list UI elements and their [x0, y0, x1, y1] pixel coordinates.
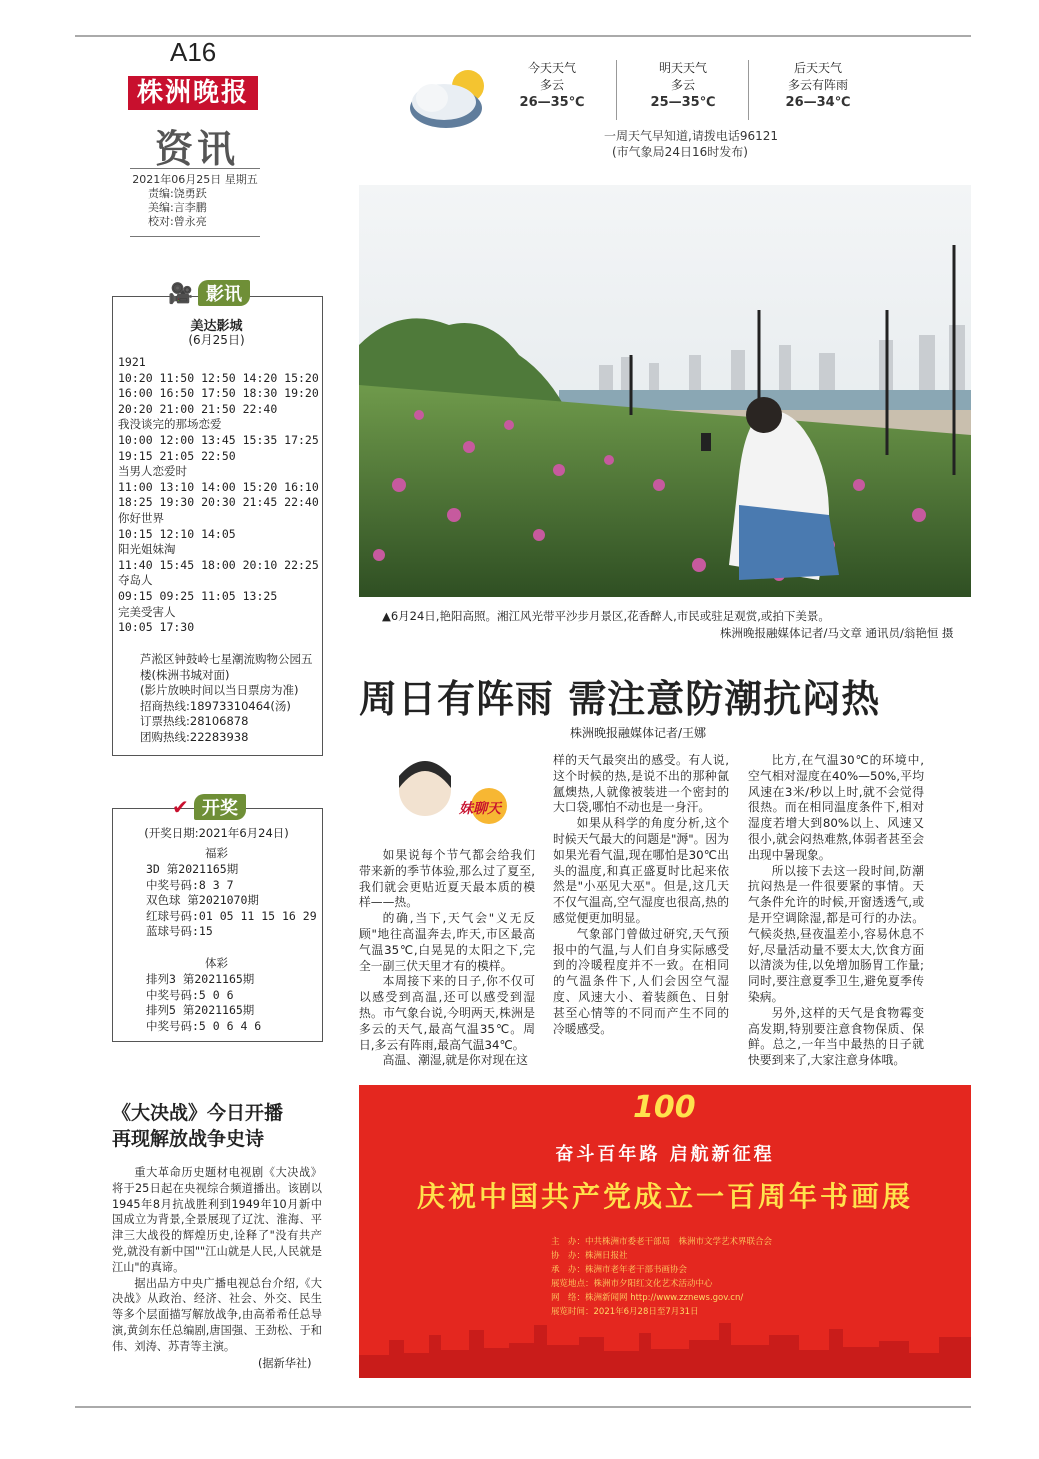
- exhibition-banner: [359, 1085, 971, 1378]
- cinema-tag: 🎥 影讯: [168, 280, 250, 306]
- cloud-sun-icon: [404, 62, 496, 130]
- welfare-lottery-title: 福彩: [205, 846, 228, 860]
- cinema-info: [140, 652, 316, 746]
- banner-venue: 展览地点：株洲市夕阳红文化艺术活动中心: [551, 1279, 713, 1289]
- city-skyline-graphic: [359, 1315, 971, 1378]
- centenary-logo: 100: [633, 1090, 696, 1125]
- banner-website: 网 络：株洲新闻网 http://www.zznews.gov.cn/: [551, 1293, 744, 1303]
- lottery-tag: ✔ 开奖: [172, 794, 246, 820]
- sports-lottery-results: 排列3 第2021165期 中奖号码:5 0 6 排列5 第2021165期 中奖号码:5 0 6 4 6: [146, 972, 262, 1033]
- cinema-group-hotline: 团购热线:22283938: [140, 729, 249, 744]
- cinema-name: 美达影城: [190, 319, 243, 334]
- weather-today: 今天天气 多云 26—35℃: [519, 61, 585, 110]
- proofreader: 校对:曾永亮: [148, 215, 207, 228]
- masthead-logo: 株洲晚报: [128, 76, 258, 110]
- cinema-date: (6月25日): [188, 333, 245, 347]
- reporter-avatar-icon: [359, 752, 539, 844]
- bottom-rule: [75, 1406, 971, 1408]
- lottery-date: (开奖日期:2021年6月24日): [144, 826, 289, 840]
- cinema-ticket-hotline: 订票热线:28106878: [140, 714, 249, 729]
- page-number: A16: [170, 37, 217, 67]
- photo-credit: 株洲晚报融媒体记者/马文章 通讯员/翁艳恒 摄: [720, 626, 954, 640]
- edition-meta: [130, 173, 260, 229]
- banner-slogan: 奋斗百年路 启航新征程: [555, 1144, 775, 1165]
- xinhua-headline: 《大决战》今日开播 再现解放战争史诗: [112, 1102, 284, 1150]
- meta-divider-bottom: [130, 236, 260, 237]
- checkmark-icon: ✔: [172, 795, 189, 819]
- cinema-address: 芦淞区钟鼓岭七星潮流购物公园五楼(株洲书城对面): [140, 652, 313, 682]
- flower-field-photo: [359, 185, 971, 597]
- article-column-3: 比方,在气温30℃的环境中,空气相对湿度在40%—50%,平均风速在3米/秒以上时,就不会觉得很热。而在相同温度条件下,相对湿度若增大到80%以上、风速又很小,就会闷热难熬,体弱者甚至会出现中暑现象。 所以接下去这一段时间,防潮抗闷热是一件很要紧的事情。天气条件允许的时候,开窗透透气,或是开空调除湿,都是可行的办法。气候炎热,昼夜温差小,容易休息不好,尽量活动量不要太大,饮食方面以清淡为佳,以免增加肠胃工作量;同时,要注意夏季卫生,避免夏季传染病。 另外,这样的天气是食物霉变高发期,特别要注意食物保质、保鲜。总之,一年当中最热的日子就快要到来了,大家注意身体哦。: [748, 753, 924, 1068]
- photo-caption: ▲6月24日,艳阳高照。湘江风光带平沙步月景区,花香醉人,市民或驻足观赏,或拍下美景。: [382, 609, 830, 623]
- cinema-note: (影片放映时间以当日票房为准): [140, 683, 299, 698]
- article-column-1: 如果说每个节气都会给我们带来新的季节体验,那么过了夏至,我们就会更贴近夏天最本质的模样——热。 的确,当下,天气会"义无反顾"地往高温奔去,昨天,市区最高气温35℃,白晃晃的太阳之下,完全一副三伏天里才有的模样。 本周接下来的日子,你不仅可以感受到高温,还可以感受到湿热。市气象台说,今明两天,株洲是多云的天气,最高气温35℃。周日,多云有阵雨,最高气温34℃。 高温、潮湿,就是你对现在这: [359, 848, 535, 1068]
- film-camera-icon: 🎥: [168, 281, 193, 305]
- movie-listings: 1921 10:20 11:50 12:50 14:20 15:20 16:00 16:50 17:50 18:30 19:20 20:20 21:00 21:50 22:40 我没谈完的那场恋爱 10:00 12:00 13:45 15:35 17:25 19:15 21:05 22:50 当男人恋爱时 11:00 13:10 14:00 15:20 16:10 18:25 19:30 20:30 21:45 22:40 你好世界 10:15 12:10 14:05 阳光姐妹淘 11:40 15:45 18:00 20:10 22:25 夺岛人 09:15 09:25 11:05 13:25 完美受害人 10:05 17:30: [118, 355, 319, 635]
- cinema-merchant-hotline: 招商热线:18973310464(汤): [140, 698, 291, 713]
- weather-divider: [748, 60, 749, 120]
- article-byline: 株洲晚报融媒体记者/王娜: [570, 726, 707, 740]
- banner-title: 庆祝中国共产党成立一百周年书画展: [416, 1180, 913, 1213]
- editor: 责编:饶勇跃: [148, 187, 207, 200]
- weather-day-after: 后天天气 多云有阵雨 26—34℃: [785, 61, 851, 110]
- banner-host: 承 办：株洲市老年老干部书画协会: [551, 1265, 688, 1275]
- weather-publisher: (市气象局24日16时发布): [612, 145, 748, 159]
- sports-lottery-title: 体彩: [205, 956, 228, 970]
- designer: 美编:言李鹏: [148, 201, 207, 214]
- banner-dates: 展览时间：2021年6月28日至7月31日: [551, 1307, 699, 1317]
- weather-tomorrow: 明天天气 多云 25—35℃: [650, 61, 716, 110]
- column-badge: 妹聊天: [359, 752, 539, 844]
- section-title: 资讯: [155, 126, 240, 171]
- banner-co-organizer: 协 办：株洲日报社: [551, 1251, 628, 1261]
- welfare-lottery-results: 3D 第2021165期 中奖号码:8 3 7 双色球 第2021070期 红球号码:01 05 11 15 16 29 蓝球号码:15: [146, 862, 317, 939]
- weather-divider: [616, 60, 617, 120]
- article-headline: 周日有阵雨 需注意防潮抗闷热: [359, 677, 881, 721]
- weather-hotline: 一周天气早知道,请拨电话96121: [604, 129, 778, 143]
- xinhua-body: 重大革命历史题材电视剧《大决战》将于25日起在央视综合频道播出。该剧以1945年8月抗战胜利到1949年10月新中国成立为背景,全景展现了辽沈、淮海、平津三大战役的辉煌历史,诠释了"没有共产党,就没有新中国""江山就是人民,人民就是江山"的真谛。 据出品方中央广播电视总台介绍,《大决战》从政治、经济、社会、外交、民生等多个层面描写解放战争,由高希希任总导演,黄剑东任总编剧,唐国强、王劲松、于和伟、刘涛、苏青等主演。: [112, 1166, 322, 1353]
- banner-organizer: 主 办：中共株洲市委老干部局 株洲市文学艺术界联合会: [551, 1237, 773, 1247]
- article-column-2: 样的天气最突出的感受。有人说,这个时候的热,是说不出的那种氤氲燠热,人就像被装进一个密封的大口袋,哪怕不动也是一身汗。 如果从科学的角度分析,这个时候天气最大的问题是"溽"。因为如果光看气温,现在哪怕是30℃出头的温度,和真正盛夏时比起来依然是"小巫见大巫"。但是,这几天不仅气温高,空气湿度也很高,热的感觉便更加明显。 气象部门曾做过研究,天气预报中的气温,与人们自身实际感受到的冷暖程度并不一致。在相同的气温条件下,人们会因空气湿度、风速大小、着装颜色、日射甚至心情等的不同而产生不同的冷暖感受。: [553, 753, 730, 1036]
- news-photo: [359, 185, 971, 597]
- edition-date: 2021年06月25日 星期五: [132, 173, 258, 186]
- xinhua-source: (据新华社): [258, 1357, 312, 1370]
